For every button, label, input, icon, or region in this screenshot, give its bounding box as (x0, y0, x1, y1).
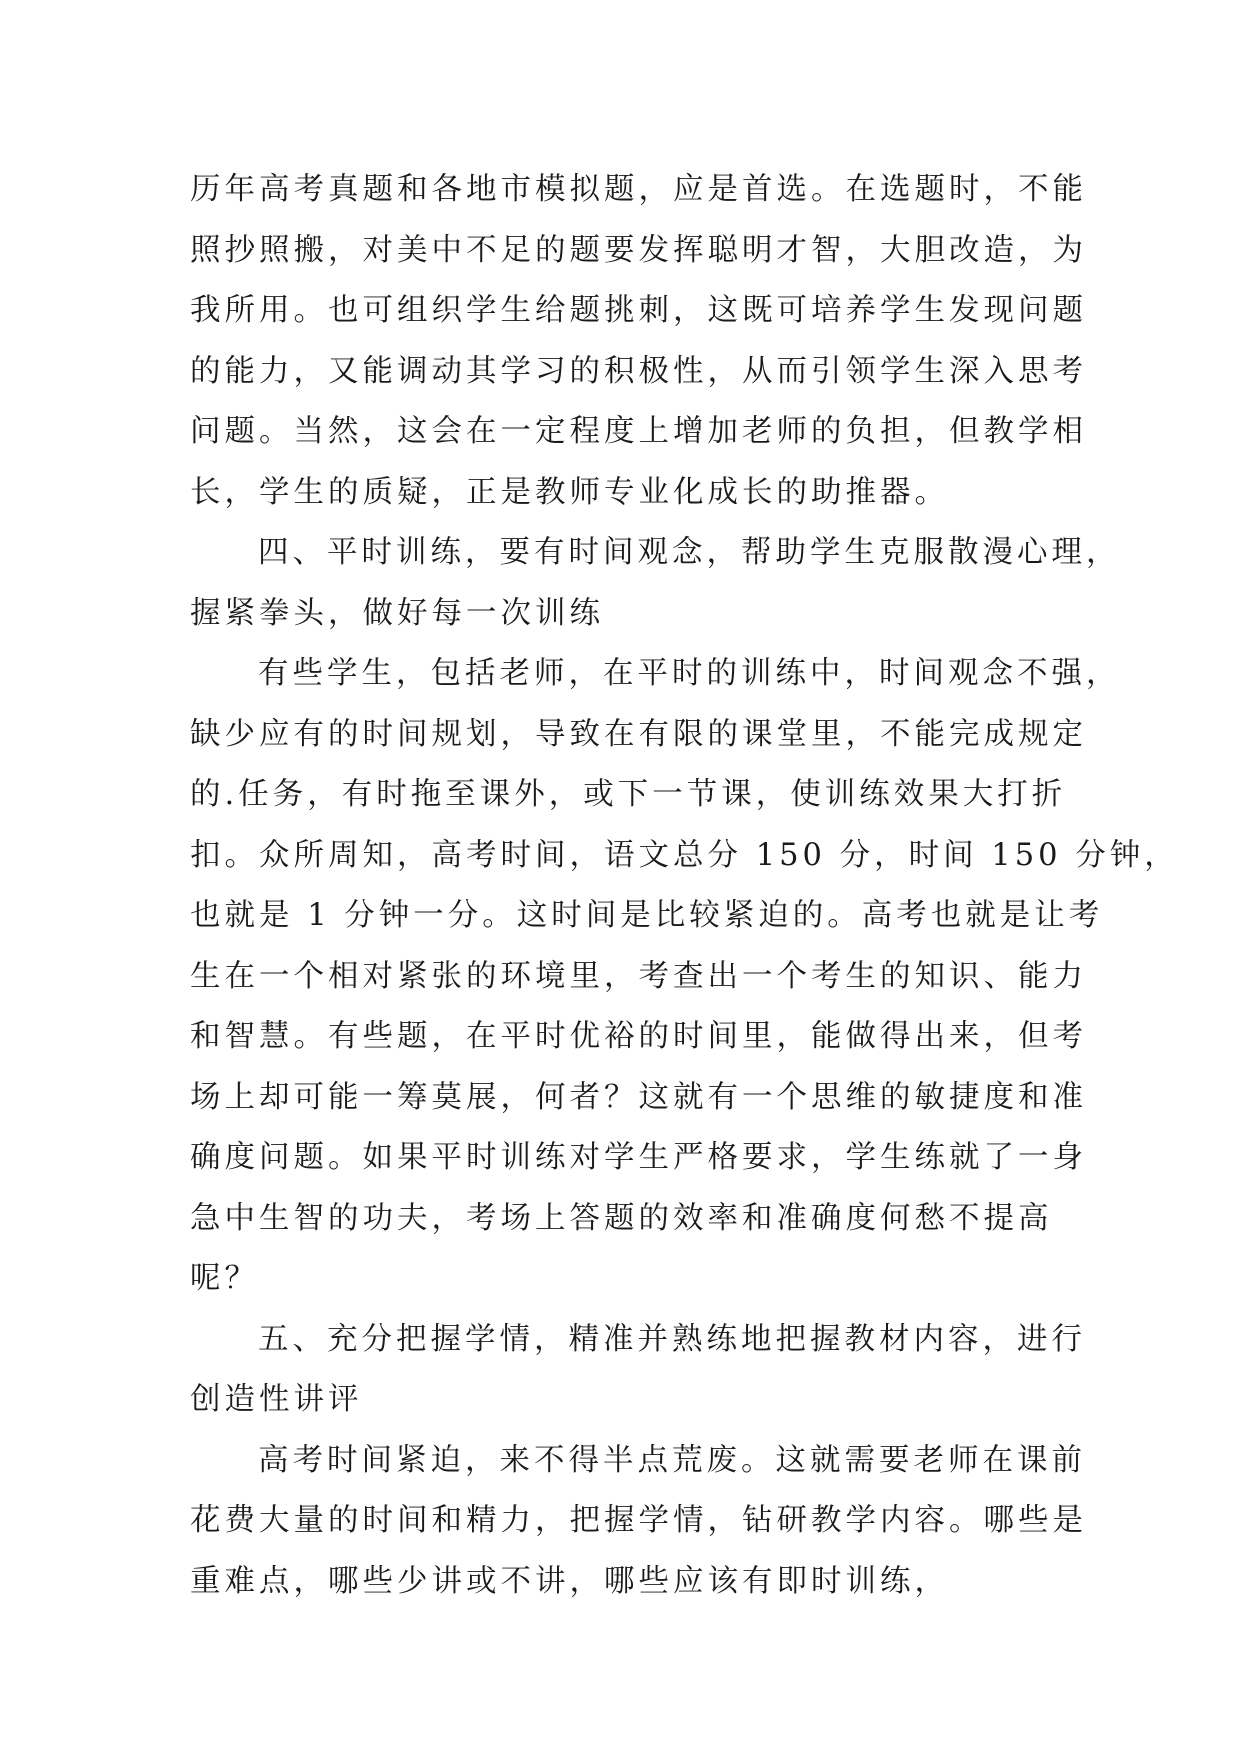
text-line: 我所用。也可组织学生给题挑刺，这既可培养学生发现问题 (190, 293, 1087, 328)
text-line: 问题。当然，这会在一定程度上增加老师的负担，但教学相 (190, 414, 1087, 449)
text-line: 历年高考真题和各地市模拟题，应是首选。在选题时，不能 (190, 172, 1087, 207)
text-line: 缺少应有的时间规划，导致在有限的课堂里，不能完成规定 (190, 716, 1087, 752)
section-heading-line: 五、充分把握学情，精准并熟练地把握教材内容，进行 (258, 1321, 1086, 1357)
text-line: 和智慧。有些题，在平时优裕的时间里，能做得出来，但考 (190, 1019, 1087, 1054)
text-line: 高考时间紧迫，来不得半点荒废。这就需要老师在课前 (258, 1442, 1086, 1478)
text-line: 生在一个相对紧张的环境里，考查出一个考生的知识、能力 (190, 958, 1087, 994)
text-line: 确度问题。如果平时训练对学生严格要求，学生练就了一身 (190, 1140, 1087, 1175)
text-line: 重难点，哪些少讲或不讲，哪些应该有即时训练， (190, 1563, 949, 1599)
text-line: 呢？ (190, 1261, 259, 1296)
text-line: 扣。众所周知，高考时间，语文总分 150 分，时间 150 分钟， (190, 837, 1179, 873)
text-line: 照抄照搬，对美中不足的题要发挥聪明才智，大胆改造，为 (190, 232, 1087, 268)
text-line: 急中生智的功夫，考场上答题的效率和准确度何愁不提高 (190, 1200, 1053, 1236)
text-line: 的能力，又能调动其学习的积极性，从而引领学生深入思考 (190, 353, 1087, 389)
text-line: 场上却可能一筹莫展，何者？这就有一个思维的敏捷度和准 (190, 1079, 1087, 1115)
text-line: 长，学生的质疑，正是教师专业化成长的助推器。 (190, 474, 949, 510)
section-heading-line: 创造性讲评 (190, 1382, 363, 1417)
section-heading-line: 四、平时训练，要有时间观念，帮助学生克服散漫心理， (258, 535, 1121, 570)
text-line: 有些学生，包括老师，在平时的训练中，时间观念不强， (258, 656, 1121, 691)
text-line: 的.任务，有时拖至课外，或下一节课，使训练效果大打折 (190, 777, 1067, 812)
document-body (190, 160, 1179, 1612)
text-line: 也就是 1 分钟一分。这时间是比较紧迫的。高考也就是让考 (190, 898, 1104, 933)
text-line: 花费大量的时间和精力，把握学情，钻研教学内容。哪些是 (190, 1503, 1087, 1538)
section-heading-line: 握紧拳头，做好每一次训练 (190, 595, 604, 631)
